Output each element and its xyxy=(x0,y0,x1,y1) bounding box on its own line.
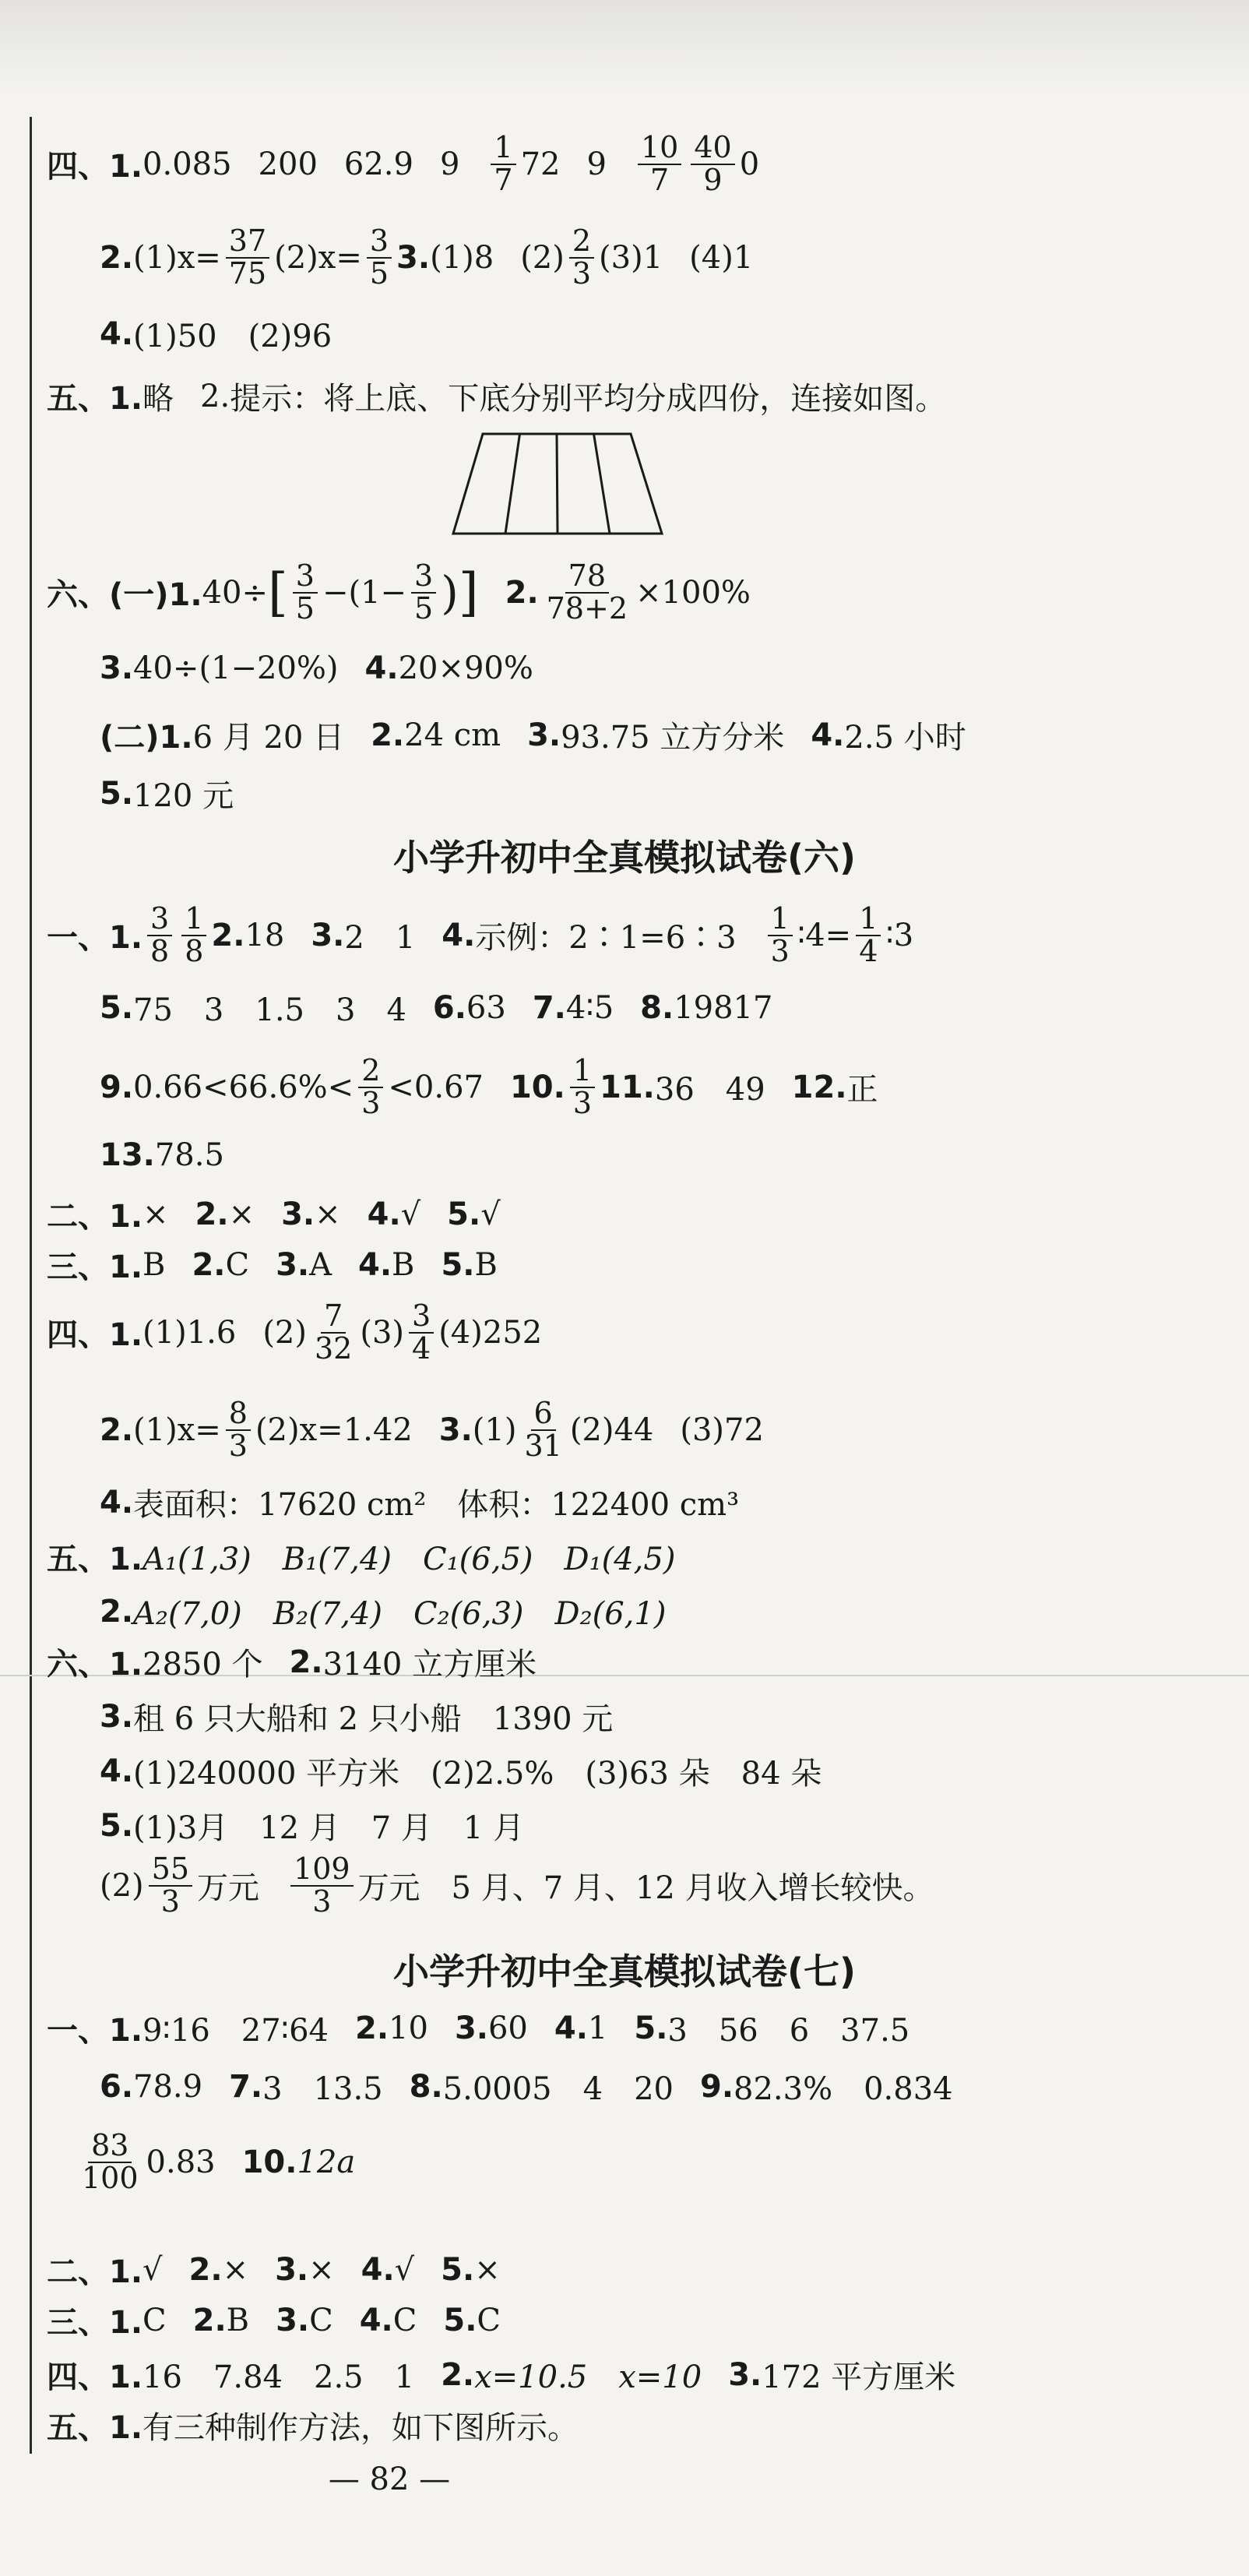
answer-line: 2. (1)x= $\frac{37}{75}$ (2)x= $\frac{3}{5}$ 3. (1)8 (2) $\frac{2}{3}$ (3)1 (4)1 xyxy=(100,224,754,291)
answer-line: 五、1. A₁(1,3) B₁(7,4) C₁(6,5) D₁(4,5) xyxy=(47,1542,676,1577)
fraction: $\frac{1}{4}$ xyxy=(856,904,881,967)
answer-line: 4. 表面积：17620 cm² 体积：122400 cm³ xyxy=(100,1484,740,1523)
answer-line: 2. A₂(7,0) B₂(7,4) C₂(6,3) D₂(6,1) xyxy=(100,1593,667,1632)
answer-line: 6. 78.9 7. 3 13.5 8. 5.0005 4 20 9. 82.3% 0.834 xyxy=(100,2068,953,2107)
fraction: $\frac{2}{3}$ xyxy=(569,226,594,290)
fraction: $\frac{3}{8}$ xyxy=(147,904,172,967)
fraction: $\frac{7}{32}$ xyxy=(314,1299,353,1366)
section-title: 小学升初中全真模拟试卷(六) xyxy=(392,837,857,879)
fraction: $\frac{78}{78+2}$ xyxy=(546,559,628,625)
answer-line: 六、1. 2850 个 2. 3140 立方厘米 xyxy=(47,1644,537,1683)
fraction: $\frac{1}{8}$ xyxy=(181,904,206,967)
fraction: $\frac{3}{4}$ xyxy=(409,1301,434,1365)
fraction: $\frac{6}{31}$ xyxy=(524,1396,562,1463)
fraction: $\frac{3}{5}$ xyxy=(293,561,318,625)
fraction: $\frac{3}{5}$ xyxy=(367,226,392,290)
fraction: $\frac{3}{5}$ xyxy=(411,561,436,625)
fraction: $\frac{8}{3}$ xyxy=(226,1398,251,1462)
answer-line: (二)1. 6 月 20 日 2. 24 cm 3. 93.75 立方分米 4. 2.5 小时 xyxy=(100,717,966,756)
scan-top-shade xyxy=(0,0,1249,93)
left-bracket: [ xyxy=(268,562,288,622)
answer-line: 4. (1)240000 平方米 (2)2.5% (3)63 朵 84 朵 xyxy=(100,1753,822,1792)
answer-line: 3. 租 6 只大船和 2 只小船 1390 元 xyxy=(100,1698,614,1737)
answer-line: 四、1. 0.085 200 62.9 9 $\frac{1}{7}$ 72 9 $\frac{10}{7}$ $\frac{40}{9}$ 0 xyxy=(47,130,760,197)
answer-line: 13. 78.5 xyxy=(100,1137,224,1173)
right-paren: ) xyxy=(441,566,459,619)
section-title: 小学升初中全真模拟试卷(七) xyxy=(392,1951,857,1993)
answer-line: 一、1. 9∶16 27∶64 2. 10 3. 60 4. 1 5. 3 56 6 37.5 xyxy=(47,2010,910,2049)
answer-line: 4. (1)50 (2)96 xyxy=(100,315,332,354)
fraction: $\frac{1}{3}$ xyxy=(570,1055,595,1119)
page-number: — 82 — xyxy=(328,2461,451,2497)
answer-line: 二、1. √ 2. × 3. × 4. √ 5. × xyxy=(47,2251,501,2290)
answer-line: 四、1. (1)1.6 (2) $\frac{7}{32}$ (3) $\frac{3}{4}$ (4)252 xyxy=(47,1299,543,1366)
fraction: $\frac{83}{100}$ xyxy=(82,2128,139,2195)
answer-line: 四、1. 16 7.84 2.5 1 2. x=10.5 x=10 3. 172 平方厘米 xyxy=(47,2356,956,2395)
answer-line: 二、1. × 2. × 3. × 4. √ 5. √ xyxy=(47,1196,501,1235)
answer-line: 五、1. 略 2. 提示：将上底、下底分别平均分成四份，连接如图。 xyxy=(47,378,947,417)
fraction: $\frac{2}{3}$ xyxy=(358,1055,383,1119)
answer-line: $\frac{83}{100}$ 0.83 10. 12a xyxy=(74,2130,355,2194)
fraction: $\frac{55}{3}$ xyxy=(149,1854,192,1918)
answer-line: 5. 120 元 xyxy=(100,775,234,814)
fraction: $\frac{1}{3}$ xyxy=(768,904,793,967)
fraction: $\frac{40}{9}$ xyxy=(691,132,734,196)
fraction: $\frac{37}{75}$ xyxy=(226,226,269,290)
left-margin-line xyxy=(30,117,32,2454)
right-bracket: ] xyxy=(458,562,479,622)
answer-line: 六、(一)1. 40÷ [ $\frac{3}{5}$ −(1− $\frac{3}{5}$ ) ] 2. $\frac{78}{78+2}$ ×100% xyxy=(47,559,751,625)
answer-line: 5. 75 3 1.5 3 4 6. 63 7. 4∶5 8. 19817 xyxy=(100,989,773,1028)
answer-line: 一、1. $\frac{3}{8}$ $\frac{1}{8}$ 2. 18 3. 2 1 4. 示例：2∶1=6∶3 $\frac{1}{3}$ ∶4= $\frac{1}{4}$ ∶3 xyxy=(47,901,914,968)
fraction: $\frac{109}{3}$ xyxy=(290,1854,354,1918)
trapezoid-diagram xyxy=(452,432,677,541)
answer-line: 3. 40÷(1−20%) 4. 20×90% xyxy=(100,650,533,686)
answer-line: (2) $\frac{55}{3}$ 万元 $\frac{109}{3}$ 万元 5 月、7 月、12 月收入增长较快。 xyxy=(100,1852,934,1919)
answer-line: 9. 0.66<66.6%< $\frac{2}{3}$ <0.67 10. $\frac{1}{3}$ 11. 36 49 12. 正 xyxy=(100,1053,878,1120)
fraction: $\frac{10}{7}$ xyxy=(638,132,681,196)
answer-line: 三、1. C 2. B 3. C 4. C 5. C xyxy=(47,2302,501,2341)
answer-line: 5. (1)3月 12 月 7 月 1 月 xyxy=(100,1807,525,1846)
answer-line: 五、1. 有三种制作方法，如下图所示。 xyxy=(47,2410,579,2446)
answer-line: 三、1. B 2. C 3. A 4. B 5. B xyxy=(47,1246,498,1285)
fraction: $\frac{1}{7}$ xyxy=(491,132,515,196)
answer-line: 2. (1)x= $\frac{8}{3}$ (2)x=1.42 3. (1) $\frac{6}{31}$ (2)44 (3)72 xyxy=(100,1396,764,1463)
